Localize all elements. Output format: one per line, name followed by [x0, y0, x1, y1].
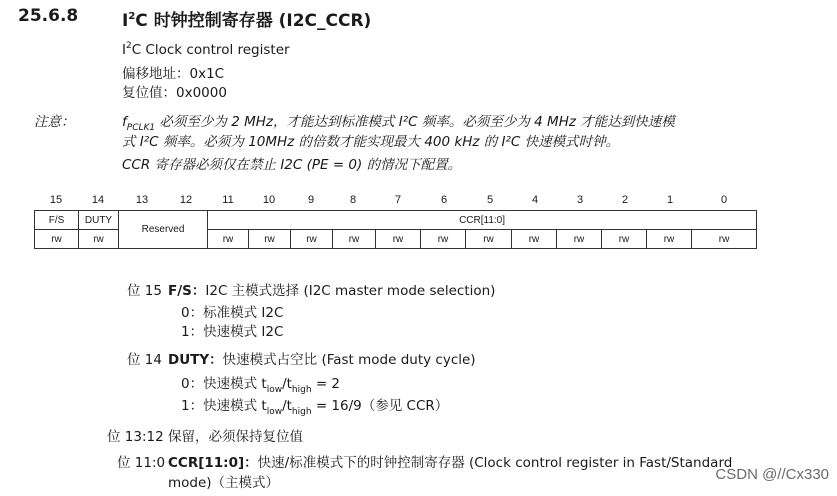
bit-number: 3	[576, 194, 584, 206]
bit15-option-0: 0：标准模式 I2C	[181, 305, 284, 321]
bit-number: 6	[440, 194, 448, 206]
option-text: /t	[282, 376, 292, 392]
section-number: 25.6.8	[18, 6, 79, 26]
field-reserved: Reserved	[119, 211, 208, 249]
bit-number: 7	[394, 194, 402, 206]
bit-number: 10	[262, 194, 276, 206]
access-cell: rw	[466, 230, 512, 249]
bit-number: 8	[349, 194, 357, 206]
bit14-option-0	[181, 372, 341, 395]
access-cell: rw	[291, 230, 333, 249]
bit11-0-name: CCR[11:0]：	[168, 455, 258, 471]
bit13-12-description: 保留，必须保持复位值	[168, 429, 303, 445]
option-text: = 16/9（参见 CCR）	[311, 398, 449, 414]
bit11-0-description-line-2: mode)（主模式）	[168, 475, 280, 491]
bit15-description	[168, 279, 495, 299]
option-subscript: low	[266, 407, 283, 417]
note-line-1	[122, 110, 675, 133]
note-f-subscript: PCLK1	[126, 123, 156, 133]
register-name	[122, 42, 290, 58]
bit-number: 14	[91, 194, 105, 206]
option-subscript: high	[291, 407, 312, 417]
bit14-description	[168, 348, 476, 368]
bit11-0-text: 快速/标准模式下的时钟控制寄存器 (Clock control register in Fast/Standard	[257, 455, 733, 471]
field-ccr: CCR[11:0]	[208, 211, 757, 230]
note-f: f	[122, 114, 127, 130]
option-subscript: low	[266, 385, 283, 395]
bit15-position: 位 15	[127, 283, 162, 299]
option-text: /t	[282, 398, 292, 414]
bit-number: 2	[621, 194, 629, 206]
note-label: 注意：	[34, 114, 75, 130]
reset-value: 复位值：0x0000	[122, 85, 227, 101]
bit11-0-description	[168, 451, 732, 471]
option-text: 1：快速模式 t	[181, 398, 267, 414]
bit15-text: I2C 主模式选择 (I2C master mode selection)	[205, 283, 496, 299]
option-subscript: high	[291, 385, 312, 395]
watermark: CSDN @//Cx330	[715, 466, 829, 483]
access-cell: rw	[376, 230, 421, 249]
title-superscript: 2	[128, 11, 136, 22]
access-cell: rw	[647, 230, 692, 249]
bit14-name: DUTY：	[168, 352, 223, 368]
access-cell: rw	[421, 230, 466, 249]
field-fs: F/S	[35, 211, 79, 230]
section-title	[122, 6, 371, 31]
bit-number: 5	[486, 194, 494, 206]
access-cell: rw	[692, 230, 757, 249]
bit-number: 15	[49, 194, 63, 206]
bit11-0-position: 位 11:0	[117, 455, 166, 471]
subtitle-part: I	[122, 42, 126, 58]
bit14-text: 快速模式占空比 (Fast mode duty cycle)	[222, 352, 476, 368]
note-text: 必须至少为 2 MHz，才能达到标准模式 I²C 频率。必须至少为 4 MHz 才能达到快速模	[155, 114, 675, 130]
access-cell: rw	[512, 230, 557, 249]
bit-number: 0	[720, 194, 728, 206]
bit15-name: F/S：	[168, 283, 206, 299]
access-cell: rw	[35, 230, 79, 249]
option-text: = 2	[311, 376, 341, 392]
note-line-2: 式 I²C 频率。必须为 10MHz 的倍数才能实现最大 400 kHz 的 I²C 快速模式时钟。	[122, 134, 620, 150]
bit-number: 4	[531, 194, 539, 206]
bit13-12-position: 位 13:12	[107, 429, 164, 445]
bit-number: 1	[666, 194, 674, 206]
bit14-option-1	[181, 394, 449, 417]
title-part: I	[122, 11, 129, 31]
access-cell: rw	[602, 230, 647, 249]
subtitle-part: C Clock control register	[131, 42, 290, 58]
bit-number: 13	[135, 194, 149, 206]
access-cell: rw	[333, 230, 376, 249]
title-part: C 时钟控制寄存器 (I2C_CCR)	[135, 11, 372, 31]
note-line-3: CCR 寄存器必须仅在禁止 I2C (PE = 0) 的情况下配置。	[122, 157, 462, 173]
register-map	[34, 210, 757, 249]
subtitle-superscript: 2	[125, 41, 132, 51]
bit14-position: 位 14	[127, 352, 162, 368]
field-duty: DUTY	[79, 211, 119, 230]
bit-number: 12	[179, 194, 193, 206]
access-cell: rw	[557, 230, 602, 249]
bit-number: 9	[307, 194, 315, 206]
bit15-option-1: 1：快速模式 I2C	[181, 324, 284, 340]
access-cell: rw	[79, 230, 119, 249]
access-cell: rw	[208, 230, 249, 249]
access-cell: rw	[249, 230, 291, 249]
option-text: 0：快速模式 t	[181, 376, 267, 392]
bit-number: 11	[222, 194, 234, 206]
offset-address: 偏移地址：0x1C	[122, 66, 225, 82]
bit-numbers	[34, 194, 756, 208]
